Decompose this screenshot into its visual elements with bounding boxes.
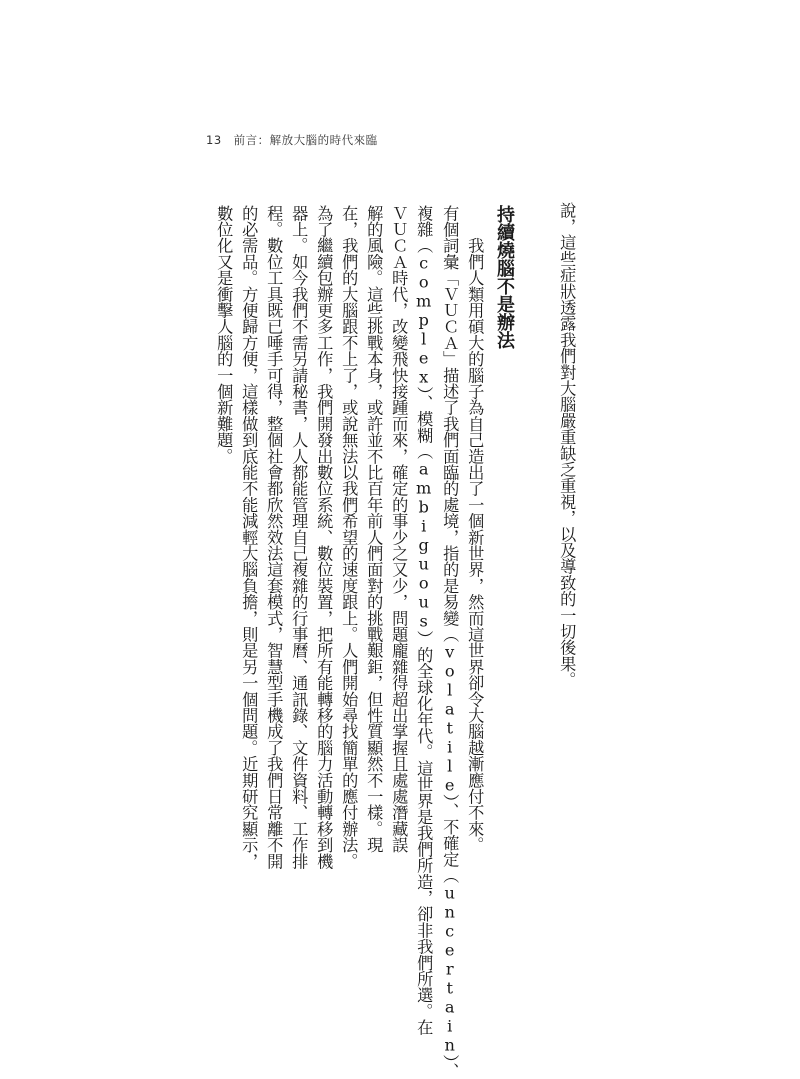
text-column: 程。數位工具既已唾手可得，整個社會都欣然效法這套模式，智慧型手機成了我們日常離不開 (264, 205, 284, 870)
text-column: 數位化又是衝擊人腦的一個新難題。 (214, 205, 234, 465)
running-title: 前言：解放大腦的時代來臨 (233, 133, 378, 147)
text-column: 我們人類用碩大的腦子為自己造出了一個新世界，然而這世界卻令大腦越漸應付不來。 (465, 205, 485, 853)
page-number: 13 (206, 133, 222, 147)
text-column: ＶＵＣＡ時代，改變飛快接踵而來，確定的事少之又少，問題龐雜得超出掌握且處處潛藏誤 (389, 205, 409, 853)
section-heading: 持續燒腦不是辦法 (494, 205, 515, 349)
text-column: 複雜（complex）、模糊（ambiguous）的全球化年代。這世界是我們所造，卻非我們所選。在 (414, 205, 434, 1036)
text-column: 在，我們的大腦跟不上了，或說無法以我們希望的速度跟上。人們開始尋找簡單的應付辦法。 (339, 205, 359, 870)
text-column: 的必需品。方便歸方便，這樣做到底能不能減輕大腦負擔，則是另一個問題。近期研究顯示， (239, 205, 259, 870)
text-column: 有個詞彙「ＶＵＣＡ」描述了我們面臨的處境，指的是易變（volatile）、不確定（uncertain）、 (440, 205, 460, 1079)
text-column: 解的風險。這些挑戰本身，或許並不比百年前人們面對的挑戰艱鉅，但性質顯然不一樣。現 (364, 205, 384, 853)
text-column: 說，這些症狀透露我們對大腦嚴重缺乏重視，以及導致的一切後果。 (557, 202, 577, 688)
text-column: 為了繼續包辦更多工作，我們開發出數位系統、數位裝置，把所有能轉移的腦力活動轉移到機 (314, 205, 334, 870)
text-column: 器上。如今我們不需另請秘書，人人都能管理自己複雜的行事曆、通訊錄、文件資料、工作排 (289, 205, 309, 870)
running-header (206, 132, 378, 148)
